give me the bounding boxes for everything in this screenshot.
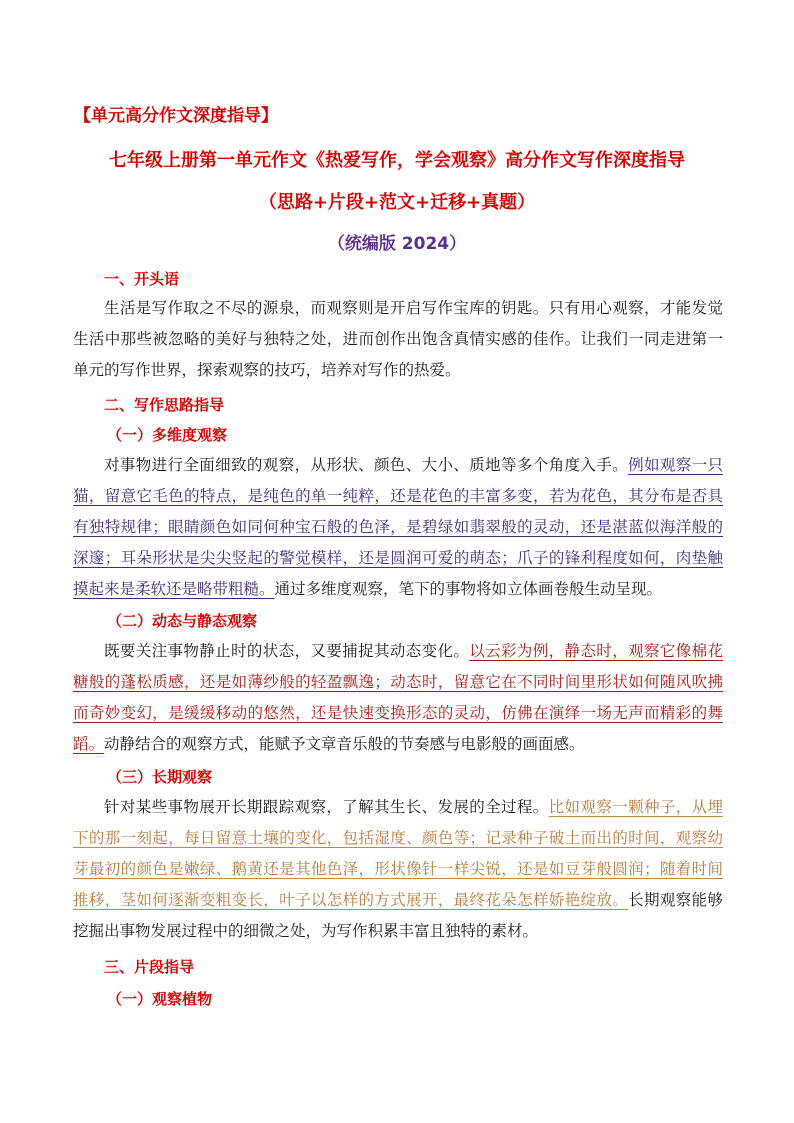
paragraph-multi-dimension [73,450,723,605]
subheading-multi-dimension: （一）多维度观察 [107,426,228,444]
paragraph-lead: 既要关注事物静止时的状态，又要捕捉其动态变化。 [104,642,470,660]
subheading-observe-plants: （一）观察植物 [107,990,213,1008]
section-heading-writing-ideas: 二、写作思路指导 [104,396,225,414]
highlighted-example: 以云彩为例，静态时，观察它像棉花糖般的蓬松质感，还是如薄纱般的轻盈飘逸；动态时，留意它在不同时间里形状如何随风吹拂而奇妙变幻，是缓缓移动的悠然，还是快速变换形态的灵动，仿佛在演绎一场无声而精彩的舞蹈。 [73,642,723,753]
paragraph-tail: 长期观察能够挖掘出事物发展过程中的细微之处，为写作积累丰富且独特的素材。 [73,891,723,940]
opening-paragraph: 生活是写作取之不尽的源泉，而观察则是开启写作宝库的钥匙。只有用心观察，才能发觉生活中那些被忽略的美好与独特之处，进而创作出饱含真情实感的佳作。让我们一同走进第一单元的写作世界，探索观察的技巧，培养对写作的热爱。 [73,299,723,379]
highlighted-example: 例如观察一只猫，留意它毛色的特点，是纯色的单一纯粹，还是花色的丰富多变，若为花色，其分布是否具有独特规律；眼睛颜色如同何种宝石般的色泽，是碧绿如翡翠般的灵动，还是湛蓝似海洋般的深邃；耳朵形状是尖尖竖起的警觉模样，还是圆润可爱的萌态；爪子的锋利程度如何，肉垫触摸起来是柔软还是略带粗糙。 [73,456,723,598]
section-heading-opening: 一、开头语 [104,270,180,288]
paragraph-long-term [73,792,723,947]
section-heading-fragment-guide: 三、片段指导 [104,958,195,976]
paragraph-dynamic-static [73,636,723,760]
unit-tag: 【单元高分作文深度指导】 [74,106,278,126]
highlighted-example: 比如观察一颗种子，从埋下的那一刻起，每日留意土壤的变化，包括湿度、颜色等；记录种子破土而出的时间，观察幼芽最初的颜色是嫩绿、鹅黄还是其他色泽，形状像针一样尖锐，还是如豆芽般圆润；随着时间推移，茎如何逐渐变粗变长，叶子以怎样的方式展开，最终花朵怎样娇艳绽放。 [73,798,723,909]
paragraph-tail: 通过多维度观察，笔下的事物将如立体画卷般生动呈现。 [274,580,663,598]
document-title: 七年级上册第一单元作文《热爱写作，学会观察》高分作文写作深度指导 [109,150,685,171]
edition-label: （统编版 2024） [327,234,467,254]
paragraph-tail: 动静结合的观察方式，能赋予文章音乐般的节奏感与电影般的画面感。 [104,735,585,753]
subheading-dynamic-static: （二）动态与静态观察 [107,612,258,630]
subheading-long-term: （三）长期观察 [107,768,213,786]
paragraph-lead: 针对某些事物展开长期跟踪观察，了解其生长、发展的全过程。 [104,798,549,816]
paragraph-lead: 对事物进行全面细致的观察，从形状、颜色、大小、质地等多个角度入手。 [104,456,629,474]
document-subtitle: （思路+片段+范文+迁移+真题） [258,192,536,213]
